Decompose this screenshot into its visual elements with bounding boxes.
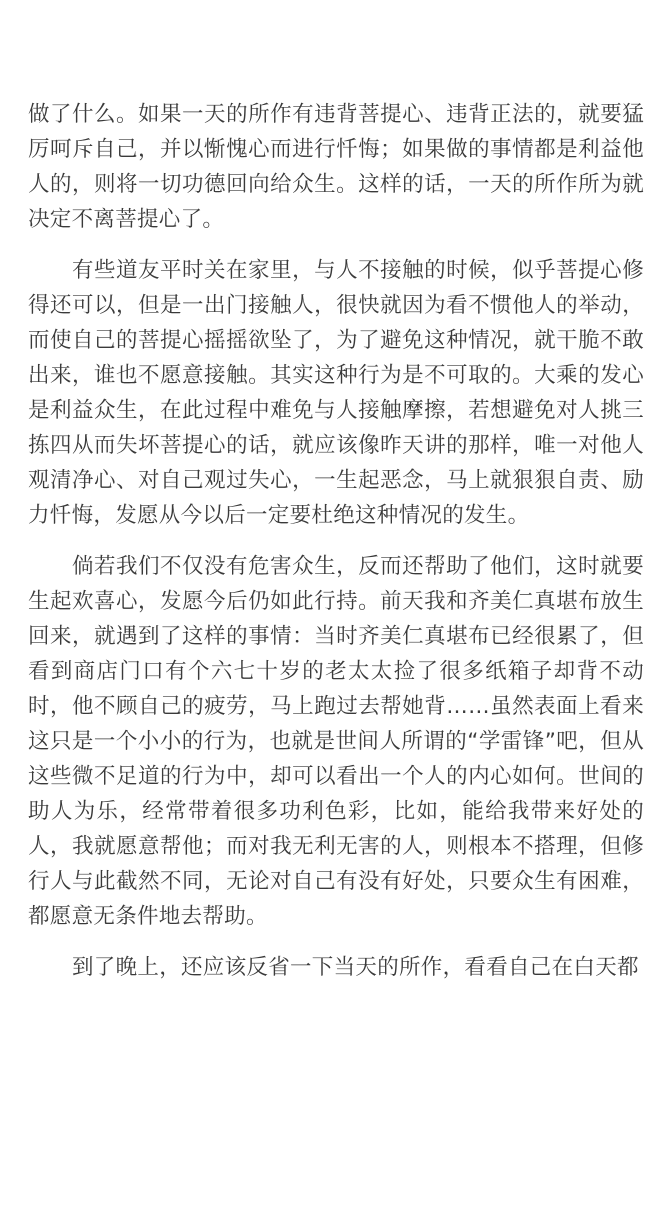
paragraph-daoyou: 有些道友平时关在家里，与人不接触的时候，似乎菩提心修得还可以，但是一出门接触人，很快就因为看不惯他人的举动，而使自己的菩提心摇摇欲坠了，为了避免这种情况，就干脆不敢出来，谁也不愿意接触。其实这种行为是不可取的。大乘的发心是利益众生，在此过程中难免与人接触摩擦，若想避免对人挑三拣四从而失坏菩提心的话，就应该像昨天讲的那样，唯一对他人观清净心、对自己观过失心，一生起恶念，马上就狠狠自责、励力忏悔，发愿从今以后一定要杜绝这种情况的发生。 — [28, 258, 644, 528]
article-body — [28, 97, 644, 1001]
paragraph-helping-beings: 倘若我们不仅没有危害众生，反而还帮助了他们，这时就要生起欢喜心，发愿今后仍如此行持。前天我和齐美仁真堪布放生回来，就遇到了这样的事情：当时齐美仁真堪布已经很累了，但看到商店门口有个六七十岁的老太太捡了很多纸箱子却背不动时，他不顾自己的疲劳，马上跑过去帮她背……虽然表面上看来这只是一个小小的行为，也就是世间人所谓的“学雷锋”吧，但从这些微不足道的行为中，却可以看出一个人的内心如何。世间的助人为乐，经常带着很多功利色彩，比如，能给我带来好处的人，我就愿意帮他；而对我无利无害的人，则根本不搭理，但修行人与此截然不同，无论对自己有没有好处，只要众生有困难，都愿意无条件地去帮助。 — [28, 554, 644, 929]
paragraph-continuation: 做了什么。如果一天的所作有违背菩提心、违背正法的，就要猛厉呵斥自己，并以惭愧心而进行忏悔；如果做的事情都是利益他人的，则将一切功德回向给众生。这样的话，一天的所作所为就决定不离菩提心了。 — [28, 102, 644, 232]
paragraph-evening: 到了晚上，还应该反省一下当天的所作，看看自己在白天都 — [72, 955, 639, 980]
